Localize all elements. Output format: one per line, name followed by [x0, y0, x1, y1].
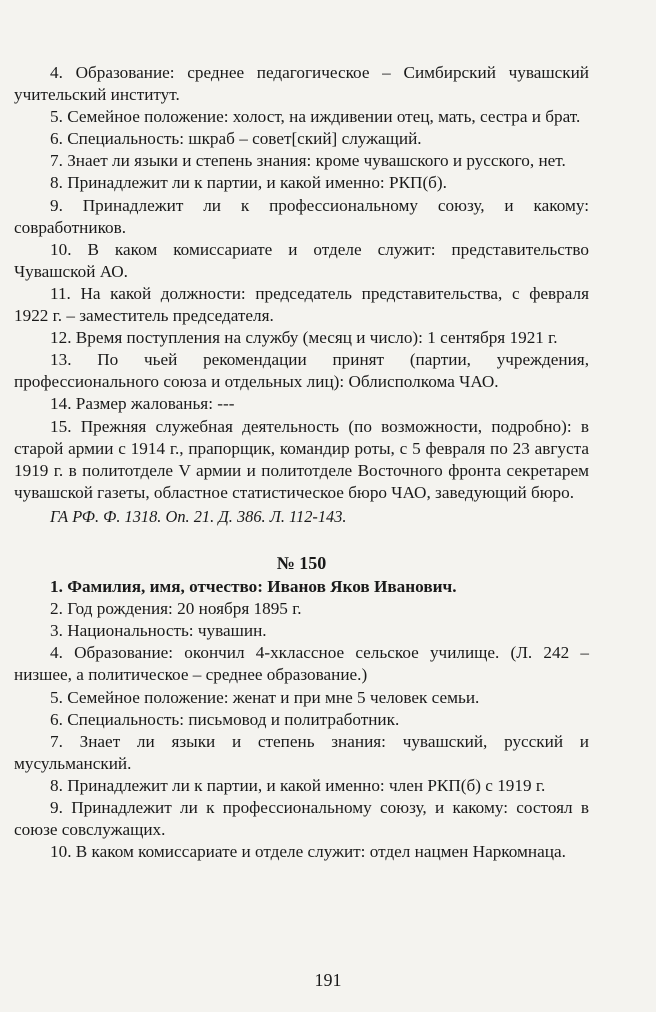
- r149-item-10: 10. В каком комиссариате и отделе служит: представительство Чувашской АО.: [14, 239, 589, 281]
- r150-item-9: 9. Принадлежит ли к профессиональному союзу, и какому: состоял в союзе совслужащих.: [14, 798, 589, 840]
- main-text: [14, 62, 589, 863]
- r149-item-6: 6. Специальность: шкраб – совет[ский] служащий.: [50, 129, 422, 149]
- r149-item-7: 7. Знает ли языки и степень знания: кроме чувашского и русского, нет.: [50, 151, 566, 171]
- r150-item-4: 4. Образование: окончил 4-хклассное сельское училище. (Л. 242 – низшее, а политическое – среднее образование.): [14, 643, 589, 685]
- record-heading: № 150: [276, 552, 327, 573]
- r150-item-8: 8. Принадлежит ли к партии, и какой именно: член РКП(б) с 1919 г.: [50, 775, 546, 795]
- r150-item-10: 10. В каком комиссариате и отделе служит: отдел нацмен Наркомнаца.: [50, 842, 566, 862]
- r149-item-5: 5. Семейное положение: холост, на иждивении отец, мать, сестра и брат.: [50, 107, 581, 127]
- r149-item-12: 12. Время поступления на службу (месяц и число): 1 сентября 1921 г.: [50, 328, 558, 348]
- r149-item-4: 4. Образование: среднее педагогическое – Симбирский чувашский учительский институт.: [14, 63, 589, 105]
- archive-citation: ГА РФ. Ф. 1318. Оп. 21. Д. 386. Л. 112-143.: [50, 506, 347, 526]
- r150-item-7: 7. Знает ли языки и степень знания: чувашский, русский и мусульманский.: [14, 731, 589, 773]
- r149-item-9: 9. Принадлежит ли к профессиональному союзу, и какому: совработников.: [14, 195, 589, 237]
- r149-item-8: 8. Принадлежит ли к партии, и какой именно: РКП(б).: [50, 173, 447, 193]
- r150-item-1: 1. Фамилия, имя, отчество: Иванов Яков Иванович.: [50, 577, 457, 597]
- r149-item-11: 11. На какой должности: председатель представительства, с февраля 1922 г. – заместитель председателя.: [14, 283, 589, 326]
- r149-item-14: 14. Размер жалованья: ---: [50, 394, 235, 414]
- r150-item-2: 2. Год рождения: 20 ноября 1895 г.: [50, 599, 302, 619]
- r150-item-5: 5. Семейное положение: женат и при мне 5 человек семьи.: [50, 687, 480, 707]
- page-number: 191: [314, 970, 342, 990]
- r150-item-6: 6. Специальность: письмовод и политработник.: [50, 709, 400, 729]
- r149-item-13: 13. По чьей рекомендации принят (партии, учреждения, профессионального союза и отдельных лиц): Облисполкома ЧАО.: [14, 350, 589, 392]
- r150-item-3: 3. Национальность: чувашин.: [50, 621, 267, 641]
- r149-item-15: 15. Прежняя служебная деятельность (по возможности, подробно): в старой армии с 1914 г., прапорщик, командир роты, с 5 февраля по 23 августа 1919 г. в политотделе V армии и политотделе Восточного фронта секретарем чувашской газеты, областное статистическое бюро ЧАО, заведующий бюро.: [14, 416, 589, 502]
